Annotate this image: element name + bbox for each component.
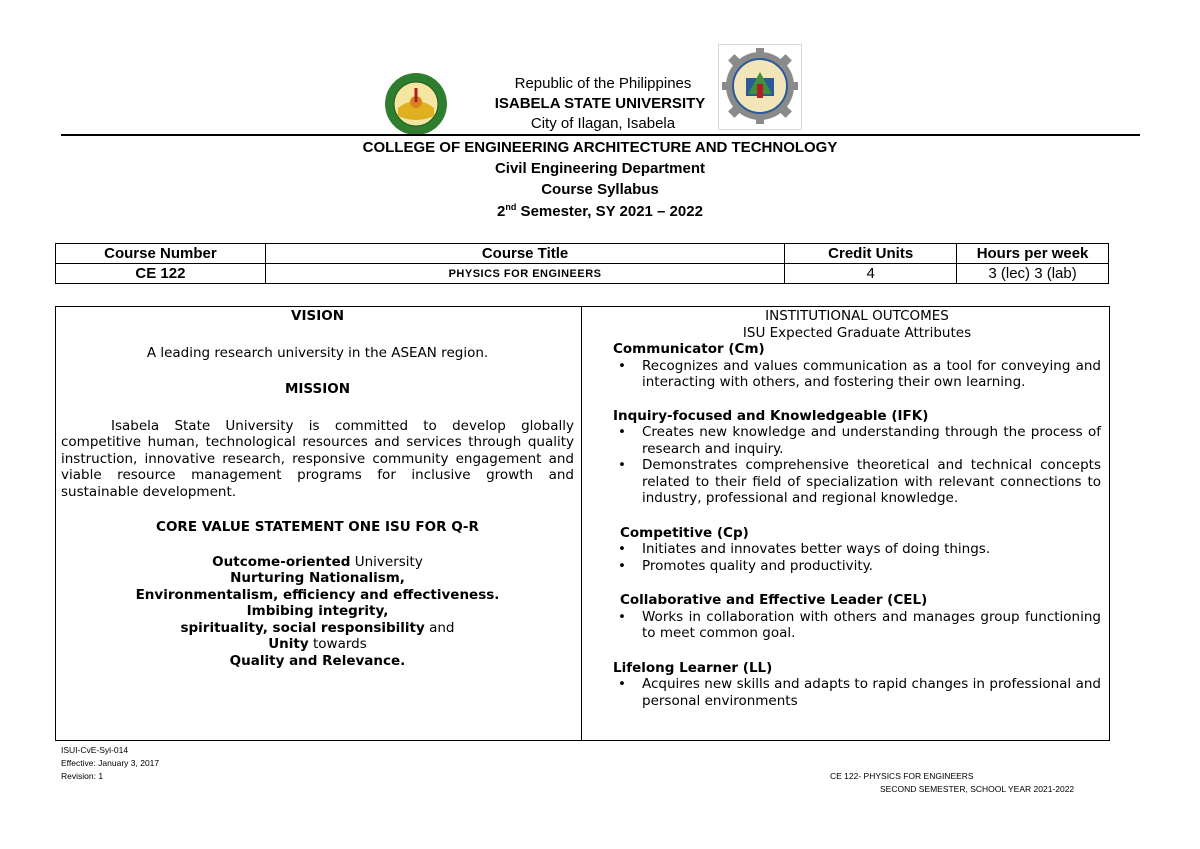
core-line-4: Imbibing integrity, <box>246 603 389 619</box>
list-item: • Demonstrates comprehensive theoretical and technical concepts related to their field of specialization with relevant connections to industry, professional and regional knowledge. <box>613 457 1101 507</box>
list-item: • Works in collaboration with others and manages group functioning to meet common goal. <box>613 609 1101 642</box>
list-item: • Recognizes and values communication as a tool for conveying and interacting with others, and fostering their own learning. <box>613 358 1101 391</box>
list-item: • Acquires new skills and adapts to rapid changes in professional and personal environments <box>613 676 1101 709</box>
semester-suffix: nd <box>505 202 517 212</box>
list-item: • Creates new knowledge and understanding through the process of research and inquiry. <box>613 424 1101 457</box>
table-header-row <box>56 244 1109 264</box>
department-name: Civil Engineering Department <box>494 160 706 177</box>
header-course-title: Course Title <box>265 244 784 264</box>
revision-number: Revision: 1 <box>61 771 104 781</box>
course-number: CE 122 <box>56 264 266 284</box>
document-type: Course Syllabus <box>541 181 659 198</box>
footer-left <box>61 744 159 783</box>
mission-title: MISSION <box>284 381 351 397</box>
outcomes-subtitle: ISU Expected Graduate Attributes <box>742 324 972 341</box>
footer-term: SECOND SEMESTER, SCHOOL YEAR 2021-2022 <box>880 784 1075 794</box>
core-line-7: Quality and Relevance. <box>229 652 406 669</box>
section-heading-cm: Communicator (Cm) <box>613 341 765 357</box>
semester-number: 2 <box>497 203 506 220</box>
core-line-6-rest: towards <box>308 636 367 652</box>
core-line-1-rest: University <box>350 553 423 570</box>
header-credit-units: Credit Units <box>785 244 957 264</box>
core-line-3: Environmentalism, efficiency and effectiveness. <box>135 586 500 603</box>
college-name: COLLEGE OF ENGINEERING ARCHITECTURE AND TECHNOLOGY <box>362 139 838 156</box>
effective-date: Effective: January 3, 2017 <box>61 758 160 768</box>
credit-units: 4 <box>785 264 957 284</box>
right-column <box>613 308 1101 709</box>
column-divider <box>581 306 582 740</box>
outcomes-title: INSTITUTIONAL OUTCOMES <box>765 308 949 324</box>
core-line-5-bold: spirituality, social responsibility <box>180 619 425 636</box>
vision-title: VISION <box>291 308 344 324</box>
header-rule <box>61 134 1140 136</box>
core-line-2: Nurturing Nationalism, <box>230 570 405 586</box>
section-heading-cp: Competitive (Cp) <box>620 524 749 541</box>
core-value-title: CORE VALUE STATEMENT ONE ISU FOR Q-R <box>156 519 479 535</box>
university-name: ISABELA STATE UNIVERSITY <box>494 95 706 112</box>
section-list-ifk <box>613 424 1101 507</box>
republic-line: Republic of the Philippines <box>514 75 692 92</box>
list-item: • Promotes quality and productivity. <box>613 558 1101 575</box>
vision-text: A leading research university in the ASEAN region. <box>146 344 489 361</box>
left-column <box>61 308 574 669</box>
core-values <box>61 554 574 670</box>
section-list-cm <box>613 358 1101 391</box>
course-info-table <box>55 243 1109 284</box>
semester-line <box>0 202 1200 220</box>
section-heading-ifk: Inquiry-focused and Knowledgeable (IFK) <box>613 407 929 424</box>
core-line-1-bold: Outcome-oriented <box>212 553 351 570</box>
core-line-6-bold: Unity <box>268 636 309 652</box>
list-item: • Initiates and innovates better ways of doing things. <box>613 541 1101 558</box>
course-title: PHYSICS FOR ENGINEERS <box>265 264 784 284</box>
section-heading-ll: Lifelong Learner (LL) <box>613 659 773 676</box>
mission-text: Isabela State University is committed to develop globally competitive human, technological resources and services through quality instruction, innovative research, responsive community engagement and viable resource management programs for inclusive growth and sustainable development. <box>61 417 574 500</box>
footer-course: CE 122- PHYSICS FOR ENGINEERS <box>830 771 974 781</box>
section-heading-cel: Collaborative and Effective Leader (CEL) <box>620 592 928 608</box>
city-line: City of Ilagan, Isabela <box>530 115 676 132</box>
table-row <box>56 264 1109 284</box>
section-list-ll <box>613 676 1101 709</box>
section-list-cp <box>613 541 1101 574</box>
document-code: ISUI-CvE-Syl-014 <box>61 745 129 755</box>
hours-per-week: 3 (lec) 3 (lab) <box>957 264 1109 284</box>
core-line-5-rest: and <box>424 619 455 636</box>
semester-text: Semester, SY 2021 – 2022 <box>516 203 703 220</box>
header-hours-per-week: Hours per week <box>957 244 1109 264</box>
header-course-number: Course Number <box>56 244 266 264</box>
section-list-cel <box>613 609 1101 642</box>
